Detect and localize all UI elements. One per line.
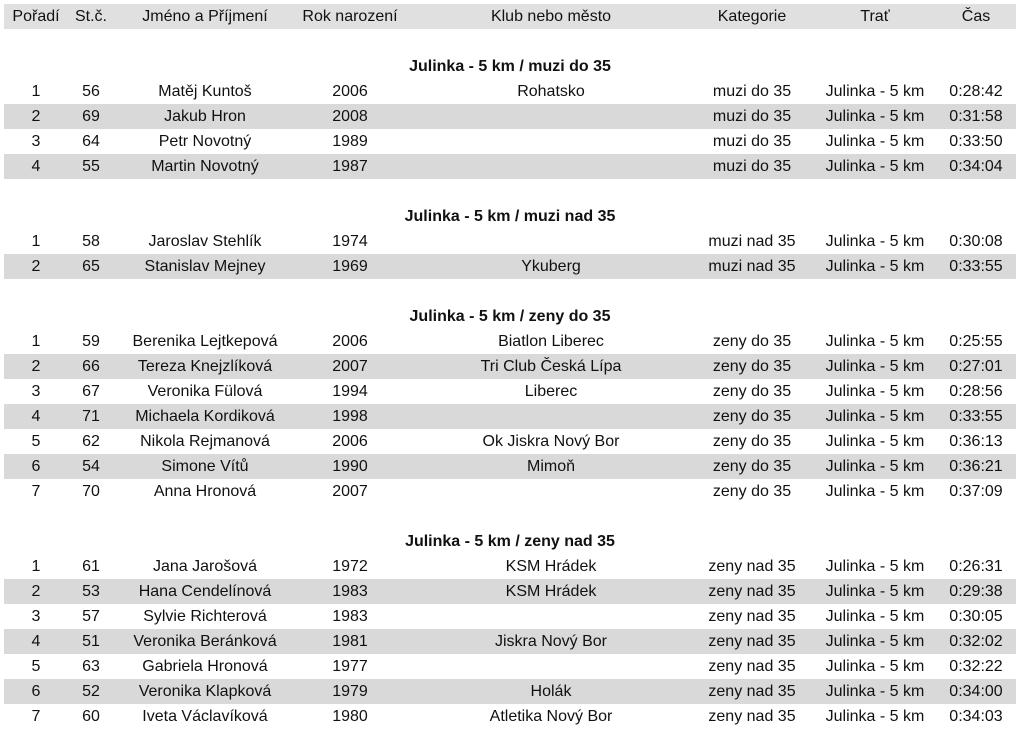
cell-time: 0:36:13 bbox=[949, 433, 1003, 450]
cell-club: Jiskra Nový Bor bbox=[494, 633, 608, 650]
cell-name: Iveta Václavíková bbox=[142, 708, 268, 725]
cell-time: 0:28:56 bbox=[949, 383, 1003, 400]
cell-birth-year: 2006 bbox=[332, 333, 368, 350]
cell-birth-year: 1987 bbox=[332, 158, 368, 175]
cell-birth-year: 1979 bbox=[332, 683, 368, 700]
cell-time: 0:33:55 bbox=[949, 258, 1003, 275]
cell-track: Julinka - 5 km bbox=[825, 108, 925, 125]
table-row bbox=[4, 104, 1016, 129]
cell-rank: 1 bbox=[31, 558, 41, 575]
cell-time: 0:28:42 bbox=[949, 83, 1003, 100]
section-title: Julinka - 5 km / zeny nad 35 bbox=[405, 533, 615, 550]
cell-rank: 3 bbox=[31, 608, 41, 625]
header-rank: Pořadí bbox=[12, 8, 60, 25]
cell-club: Mimoň bbox=[526, 458, 575, 475]
cell-category: muzi do 35 bbox=[712, 133, 792, 150]
cell-time: 0:30:08 bbox=[949, 233, 1003, 250]
table-row bbox=[4, 654, 1016, 679]
cell-birth-year: 2008 bbox=[332, 108, 368, 125]
table-row bbox=[4, 629, 1016, 654]
cell-rank: 3 bbox=[31, 133, 41, 150]
cell-bib: 61 bbox=[82, 558, 100, 575]
cell-track: Julinka - 5 km bbox=[825, 258, 925, 275]
cell-time: 0:37:09 bbox=[949, 483, 1003, 500]
cell-track: Julinka - 5 km bbox=[825, 383, 925, 400]
cell-bib: 56 bbox=[82, 83, 100, 100]
header-name: Jméno a Příjmení bbox=[142, 8, 268, 25]
cell-category: muzi nad 35 bbox=[708, 233, 796, 250]
section-title: Julinka - 5 km / zeny do 35 bbox=[409, 308, 611, 325]
cell-name: Berenika Lejtkepová bbox=[132, 333, 278, 350]
cell-bib: 51 bbox=[82, 633, 100, 650]
table-row bbox=[4, 79, 1016, 104]
table-row bbox=[4, 604, 1016, 629]
cell-time: 0:33:50 bbox=[949, 133, 1003, 150]
cell-rank: 2 bbox=[31, 258, 41, 275]
column-header-row bbox=[4, 4, 1016, 29]
cell-rank: 7 bbox=[31, 708, 41, 725]
cell-track: Julinka - 5 km bbox=[825, 458, 925, 475]
cell-birth-year: 1972 bbox=[332, 558, 368, 575]
cell-club: KSM Hrádek bbox=[505, 583, 597, 600]
cell-category: zeny nad 35 bbox=[708, 583, 796, 600]
cell-bib: 63 bbox=[82, 658, 100, 675]
cell-name: Matěj Kuntoš bbox=[158, 83, 252, 100]
cell-birth-year: 2006 bbox=[332, 83, 368, 100]
cell-club: Atletika Nový Bor bbox=[489, 708, 613, 725]
cell-bib: 59 bbox=[82, 333, 100, 350]
cell-bib: 52 bbox=[82, 683, 100, 700]
cell-bib: 55 bbox=[82, 158, 100, 175]
cell-birth-year: 1990 bbox=[332, 458, 368, 475]
cell-rank: 3 bbox=[31, 383, 41, 400]
cell-time: 0:26:31 bbox=[949, 558, 1003, 575]
header-time: Čas bbox=[961, 8, 991, 25]
cell-rank: 4 bbox=[31, 408, 41, 425]
cell-time: 0:29:38 bbox=[949, 583, 1003, 600]
cell-category: zeny nad 35 bbox=[708, 708, 796, 725]
cell-category: muzi do 35 bbox=[712, 83, 792, 100]
cell-category: zeny do 35 bbox=[712, 358, 792, 375]
table-row bbox=[4, 254, 1016, 279]
cell-bib: 58 bbox=[82, 233, 100, 250]
cell-birth-year: 1983 bbox=[332, 608, 368, 625]
cell-time: 0:33:55 bbox=[949, 408, 1003, 425]
cell-time: 0:30:05 bbox=[949, 608, 1003, 625]
header-bib: St.č. bbox=[74, 8, 107, 25]
cell-category: zeny do 35 bbox=[712, 433, 792, 450]
cell-birth-year: 1998 bbox=[332, 408, 368, 425]
cell-bib: 62 bbox=[82, 433, 100, 450]
cell-track: Julinka - 5 km bbox=[825, 558, 925, 575]
cell-category: zeny nad 35 bbox=[708, 683, 796, 700]
cell-name: Anna Hronová bbox=[153, 483, 257, 500]
cell-name: Sylvie Richterová bbox=[143, 608, 267, 625]
cell-club bbox=[406, 604, 696, 629]
cell-club bbox=[406, 104, 696, 129]
cell-name: Stanislav Mejney bbox=[144, 258, 266, 275]
cell-category: zeny do 35 bbox=[712, 383, 792, 400]
cell-club bbox=[406, 479, 696, 504]
cell-rank: 2 bbox=[31, 108, 41, 125]
cell-name: Hana Cendelínová bbox=[138, 583, 272, 600]
table-row bbox=[4, 229, 1016, 254]
cell-bib: 57 bbox=[82, 608, 100, 625]
cell-time: 0:27:01 bbox=[949, 358, 1003, 375]
cell-track: Julinka - 5 km bbox=[825, 83, 925, 100]
cell-name: Nikola Rejmanová bbox=[140, 433, 270, 450]
cell-club: Ok Jiskra Nový Bor bbox=[482, 433, 620, 450]
cell-club bbox=[406, 154, 696, 179]
cell-category: muzi do 35 bbox=[712, 108, 792, 125]
cell-track: Julinka - 5 km bbox=[825, 408, 925, 425]
cell-track: Julinka - 5 km bbox=[825, 158, 925, 175]
cell-category: muzi do 35 bbox=[712, 158, 792, 175]
cell-rank: 6 bbox=[31, 683, 41, 700]
cell-bib: 54 bbox=[82, 458, 100, 475]
cell-category: zeny nad 35 bbox=[708, 608, 796, 625]
cell-name: Veronika Fülová bbox=[147, 383, 263, 400]
cell-track: Julinka - 5 km bbox=[825, 608, 925, 625]
cell-club: Biatlon Liberec bbox=[498, 333, 604, 350]
header-track: Trať bbox=[860, 8, 890, 25]
header-birth-year: Rok narození bbox=[302, 8, 398, 25]
cell-club bbox=[406, 404, 696, 429]
cell-time: 0:31:58 bbox=[949, 108, 1003, 125]
cell-name: Petr Novotný bbox=[158, 133, 252, 150]
cell-category: zeny do 35 bbox=[712, 483, 792, 500]
cell-name: Jakub Hron bbox=[164, 108, 246, 125]
cell-bib: 53 bbox=[82, 583, 100, 600]
cell-bib: 70 bbox=[82, 483, 100, 500]
cell-birth-year: 2006 bbox=[332, 433, 368, 450]
cell-rank: 2 bbox=[31, 358, 41, 375]
cell-category: zeny nad 35 bbox=[708, 658, 796, 675]
cell-track: Julinka - 5 km bbox=[825, 658, 925, 675]
cell-category: zeny nad 35 bbox=[708, 633, 796, 650]
cell-track: Julinka - 5 km bbox=[825, 333, 925, 350]
cell-time: 0:34:00 bbox=[949, 683, 1003, 700]
table-row bbox=[4, 429, 1016, 454]
table-row bbox=[4, 154, 1016, 179]
cell-track: Julinka - 5 km bbox=[825, 133, 925, 150]
cell-category: zeny nad 35 bbox=[708, 558, 796, 575]
cell-rank: 1 bbox=[31, 83, 41, 100]
cell-club: Tri Club Česká Lípa bbox=[480, 358, 622, 375]
cell-rank: 1 bbox=[31, 233, 41, 250]
cell-bib: 60 bbox=[82, 708, 100, 725]
cell-birth-year: 1994 bbox=[332, 383, 368, 400]
cell-track: Julinka - 5 km bbox=[825, 683, 925, 700]
cell-track: Julinka - 5 km bbox=[825, 583, 925, 600]
cell-time: 0:36:21 bbox=[949, 458, 1003, 475]
cell-rank: 6 bbox=[31, 458, 41, 475]
table-row bbox=[4, 704, 1016, 729]
cell-birth-year: 1969 bbox=[332, 258, 368, 275]
cell-birth-year: 2007 bbox=[332, 358, 368, 375]
cell-name: Martin Novotný bbox=[151, 158, 259, 175]
section-title: Julinka - 5 km / muzi nad 35 bbox=[404, 208, 616, 225]
cell-birth-year: 1983 bbox=[332, 583, 368, 600]
cell-track: Julinka - 5 km bbox=[825, 433, 925, 450]
cell-birth-year: 1980 bbox=[332, 708, 368, 725]
cell-rank: 7 bbox=[31, 483, 41, 500]
cell-birth-year: 1989 bbox=[332, 133, 368, 150]
cell-name: Veronika Beránková bbox=[133, 633, 277, 650]
cell-rank: 4 bbox=[31, 633, 41, 650]
cell-club: Liberec bbox=[524, 383, 578, 400]
cell-rank: 1 bbox=[31, 333, 41, 350]
cell-name: Simone Vítů bbox=[161, 458, 249, 475]
table-row bbox=[4, 579, 1016, 604]
header-club: Klub nebo město bbox=[490, 8, 612, 25]
cell-bib: 65 bbox=[82, 258, 100, 275]
cell-club: Ykuberg bbox=[521, 258, 581, 275]
cell-club: KSM Hrádek bbox=[505, 558, 597, 575]
cell-track: Julinka - 5 km bbox=[825, 633, 925, 650]
cell-track: Julinka - 5 km bbox=[825, 233, 925, 250]
cell-bib: 64 bbox=[82, 133, 100, 150]
cell-time: 0:34:04 bbox=[949, 158, 1003, 175]
table-row bbox=[4, 329, 1016, 354]
cell-track: Julinka - 5 km bbox=[825, 358, 925, 375]
cell-birth-year: 1977 bbox=[332, 658, 368, 675]
table-row bbox=[4, 354, 1016, 379]
table-row bbox=[4, 679, 1016, 704]
cell-time: 0:32:22 bbox=[949, 658, 1003, 675]
cell-rank: 5 bbox=[31, 658, 41, 675]
cell-club bbox=[406, 654, 696, 679]
cell-track: Julinka - 5 km bbox=[825, 708, 925, 725]
cell-birth-year: 1981 bbox=[332, 633, 368, 650]
cell-time: 0:32:02 bbox=[949, 633, 1003, 650]
section-title: Julinka - 5 km / muzi do 35 bbox=[409, 58, 611, 75]
cell-category: zeny do 35 bbox=[712, 458, 792, 475]
cell-time: 0:25:55 bbox=[949, 333, 1003, 350]
cell-name: Gabriela Hronová bbox=[142, 658, 268, 675]
cell-birth-year: 2007 bbox=[332, 483, 368, 500]
cell-rank: 5 bbox=[31, 433, 41, 450]
cell-time: 0:34:03 bbox=[949, 708, 1003, 725]
cell-name: Michaela Kordiková bbox=[135, 408, 275, 425]
cell-name: Tereza Knejzlíková bbox=[137, 358, 273, 375]
cell-bib: 71 bbox=[82, 408, 100, 425]
cell-bib: 66 bbox=[82, 358, 100, 375]
table-row bbox=[4, 379, 1016, 404]
cell-bib: 69 bbox=[82, 108, 100, 125]
cell-club bbox=[406, 129, 696, 154]
header-category: Kategorie bbox=[717, 8, 787, 25]
cell-club: Rohatsko bbox=[517, 83, 585, 100]
cell-name: Jaroslav Stehlík bbox=[148, 233, 262, 250]
table-row bbox=[4, 129, 1016, 154]
cell-category: muzi nad 35 bbox=[708, 258, 796, 275]
cell-category: zeny do 35 bbox=[712, 333, 792, 350]
table-row bbox=[4, 454, 1016, 479]
cell-name: Jana Jarošová bbox=[152, 558, 258, 575]
cell-club: Holák bbox=[530, 683, 572, 700]
cell-rank: 2 bbox=[31, 583, 41, 600]
cell-club bbox=[406, 229, 696, 254]
cell-birth-year: 1974 bbox=[332, 233, 368, 250]
cell-name: Veronika Klapková bbox=[138, 683, 272, 700]
cell-rank: 4 bbox=[31, 158, 41, 175]
table-row bbox=[4, 479, 1016, 504]
cell-category: zeny do 35 bbox=[712, 408, 792, 425]
cell-bib: 67 bbox=[82, 383, 100, 400]
table-row bbox=[4, 404, 1016, 429]
cell-track: Julinka - 5 km bbox=[825, 483, 925, 500]
table-row bbox=[4, 554, 1016, 579]
